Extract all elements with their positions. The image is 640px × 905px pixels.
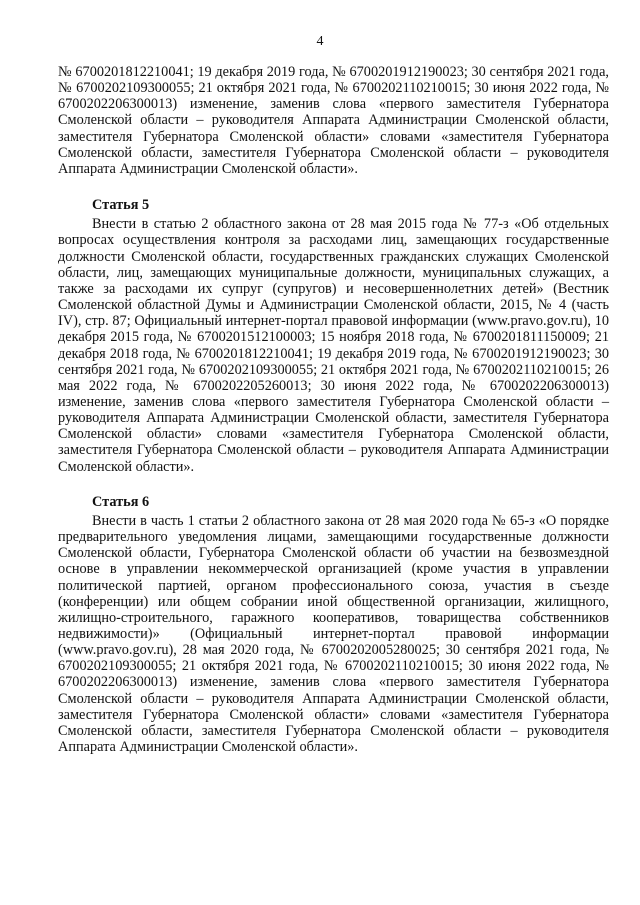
article-6-text: Внести в часть 1 статьи 2 областного закона от 28 мая 2020 года № 65-з «О порядке предварительного уведомления лицами, замещающими государственные должности Смоленской области, Губернатора Смоленской области об участии на безвозмездной основе в управлении некоммерческой организацией (кроме участия в управлении политической партией, органом профессионального союза, участия в съезде (конференции) или общем собрании иной общественной организации, жилищного, жилищно-строительного, гаражного кооперативов, товарищества собственников недвижимости)» (Официальный интернет-портал правовой информации (www.pravo.gov.ru), 28 мая 2020 года, № 6700202005280025; 30 сентября 2021 года, № 6700202109300055; 21 октября 2021 года, № 6700202110210015; 30 июня 2022 года, № 6700202206300013) изменение, заменив слова «первого заместителя Губернатора Смоленской области – руководителя Аппарата Администрации Смоленской области, заместителя Губернатора Смоленской области» словами «заместителя Губернатора Смоленской области, заместителя Губернатора Смоленской области – руководителя Аппарата Администрации Смоленской области». xyxy=(58,512,609,756)
page-number: 4 xyxy=(316,34,324,49)
article-5-text: Внести в статью 2 областного закона от 28 мая 2015 года № 77-з «Об отдельных вопросах осуществления контроля за расходами лиц, замещающих государственные должности Смоленской области, государственных гражданских служащих Смоленской области, лиц, замещающих муниципальные должности, муниципальных служащих, а также за расходами их супруг (супругов) и несовершеннолетних детей» (Вестник Смоленской областной Думы и Администрации Смоленской области, 2015, № 4 (часть IV), стр. 87; Официальный интернет-портал правовой информации (www.pravo.gov.ru), 10 декабря 2015 года, № 6700201512100003; 15 ноября 2018 года, № 6700201811150009; 21 декабря 2018 года, № 6700201812210041; 19 декабря 2019 года, № 6700201912190023; 30 сентября 2021 года, № 6700202109300055; 21 октября 2021 года, № 6700202110210015; 26 мая 2022 года, № 6700202205260013; 30 июня 2022 года, № 6700202206300013) изменение, заменив слова «первого заместителя Губернатора Смоленской области – руководителя Аппарата Администрации Смоленской области, заместителя Губернатора Смоленской области» словами «заместителя Губернатора Смоленской области, заместителя Губернатора Смоленской области – руководителя Аппарата Администрации Смоленской области». xyxy=(58,216,609,475)
intro-paragraph: № 6700201812210041; 19 декабря 2019 года, № 6700201912190023; 30 сентября 2021 года, № 6700202109300055; 21 октября 2021 года, № 6700202110210015; 30 июня 2022 года, № 6700202206300013) изменение, заменив слова «первого заместителя Губернатора Смоленской области – руководителя Аппарата Администрации Смоленской области, заместителя Губернатора Смоленской области» словами «заместителя Губернатора Смоленской области, заместителя Губернатора Смоленской области – руководителя Аппарата Администрации Смоленской области». xyxy=(58,64,609,177)
article-6-heading: Статья 6 xyxy=(92,493,150,510)
article-5-heading: Статья 5 xyxy=(92,197,150,214)
document-body xyxy=(58,64,609,755)
